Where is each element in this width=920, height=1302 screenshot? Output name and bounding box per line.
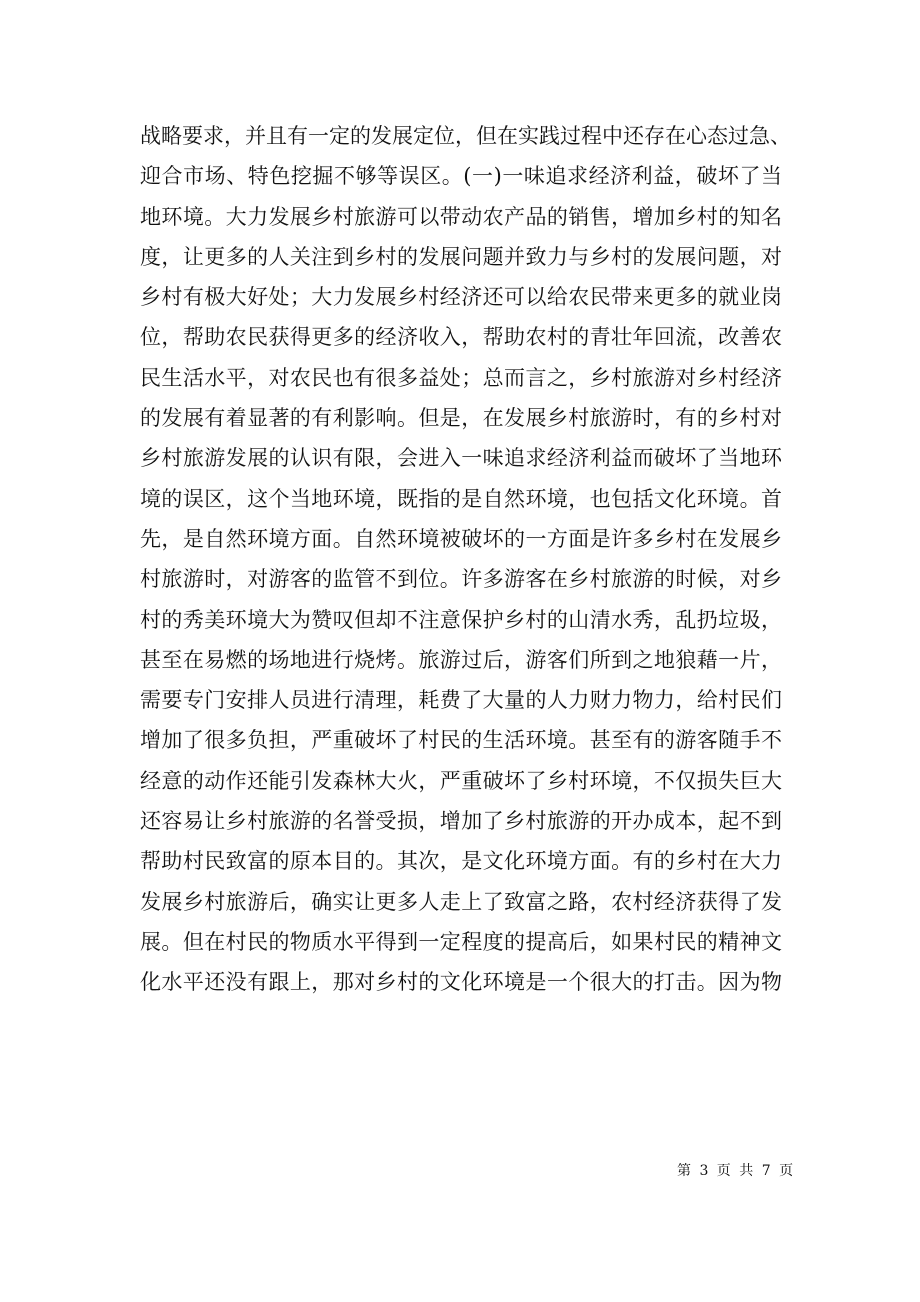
text-line: 还容易让乡村旅游的名誉受损，增加了乡村旅游的开办成本，起不到 <box>140 809 782 834</box>
text-line: 境的误区，这个当地环境，既指的是自然环境，也包括文化环境。首 <box>140 486 782 511</box>
text-line: 先，是自然环境方面。自然环境被破坏的一方面是许多乡村在发展乡 <box>140 526 782 551</box>
text-line: 乡村有极大好处；大力发展乡村经济还可以给农民带来更多的就业岗 <box>140 285 782 310</box>
text-line: 民生活水平，对农民也有很多益处；总而言之，乡村旅游对乡村经济 <box>140 365 782 390</box>
text-line: 化水平还没有跟上，那对乡村的文化环境是一个很大的打击。因为物 <box>140 970 782 995</box>
text-line: 村的秀美环境大为赞叹但却不注意保护乡村的山清水秀，乱扔垃圾， <box>140 607 782 632</box>
text-line: 经意的动作还能引发森林大火，严重破坏了乡村环境，不仅损失巨大 <box>140 768 782 793</box>
text-line: 需要专门安排人员进行清理，耗费了大量的人力财力物力，给村民们 <box>140 688 782 713</box>
text-line: 位，帮助农民获得更多的经济收入，帮助农村的青壮年回流，改善农 <box>140 325 782 350</box>
body-paragraph <box>140 116 791 1003</box>
text-line: 的发展有着显著的有利影响。但是，在发展乡村旅游时，有的乡村对 <box>140 406 782 431</box>
text-line: 发展乡村旅游后，确实让更多人走上了致富之路，农村经济获得了发 <box>140 889 782 914</box>
text-line: 甚至在易燃的场地进行烧烤。旅游过后，游客们所到之地狼藉一片， <box>140 647 782 672</box>
text-line: 展。但在村民的物质水平得到一定程度的提高后，如果村民的精神文 <box>140 929 782 954</box>
text-line: 迎合市场、特色挖掘不够等误区。(一)一味追求经济利益，破坏了当 <box>140 164 782 189</box>
text-line: 帮助村民致富的原本目的。其次，是文化环境方面。有的乡村在大力 <box>140 849 782 874</box>
text-line: 村旅游时，对游客的监管不到位。许多游客在乡村旅游的时候，对乡 <box>140 567 782 592</box>
page-number: 第 3 页 共 7 页 <box>677 1163 796 1179</box>
text-line: 乡村旅游发展的认识有限，会进入一味追求经济利益而破坏了当地环 <box>140 446 782 471</box>
text-line: 战略要求，并且有一定的发展定位，但在实践过程中还存在心态过急、 <box>140 124 791 148</box>
text-line: 地环境。大力发展乡村旅游可以带动农产品的销售，增加乡村的知名 <box>140 204 782 229</box>
text-line: 度，让更多的人关注到乡村的发展问题并致力与乡村的发展问题，对 <box>140 244 782 269</box>
text-line: 增加了很多负担，严重破坏了村民的生活环境。甚至有的游客随手不 <box>140 728 782 753</box>
